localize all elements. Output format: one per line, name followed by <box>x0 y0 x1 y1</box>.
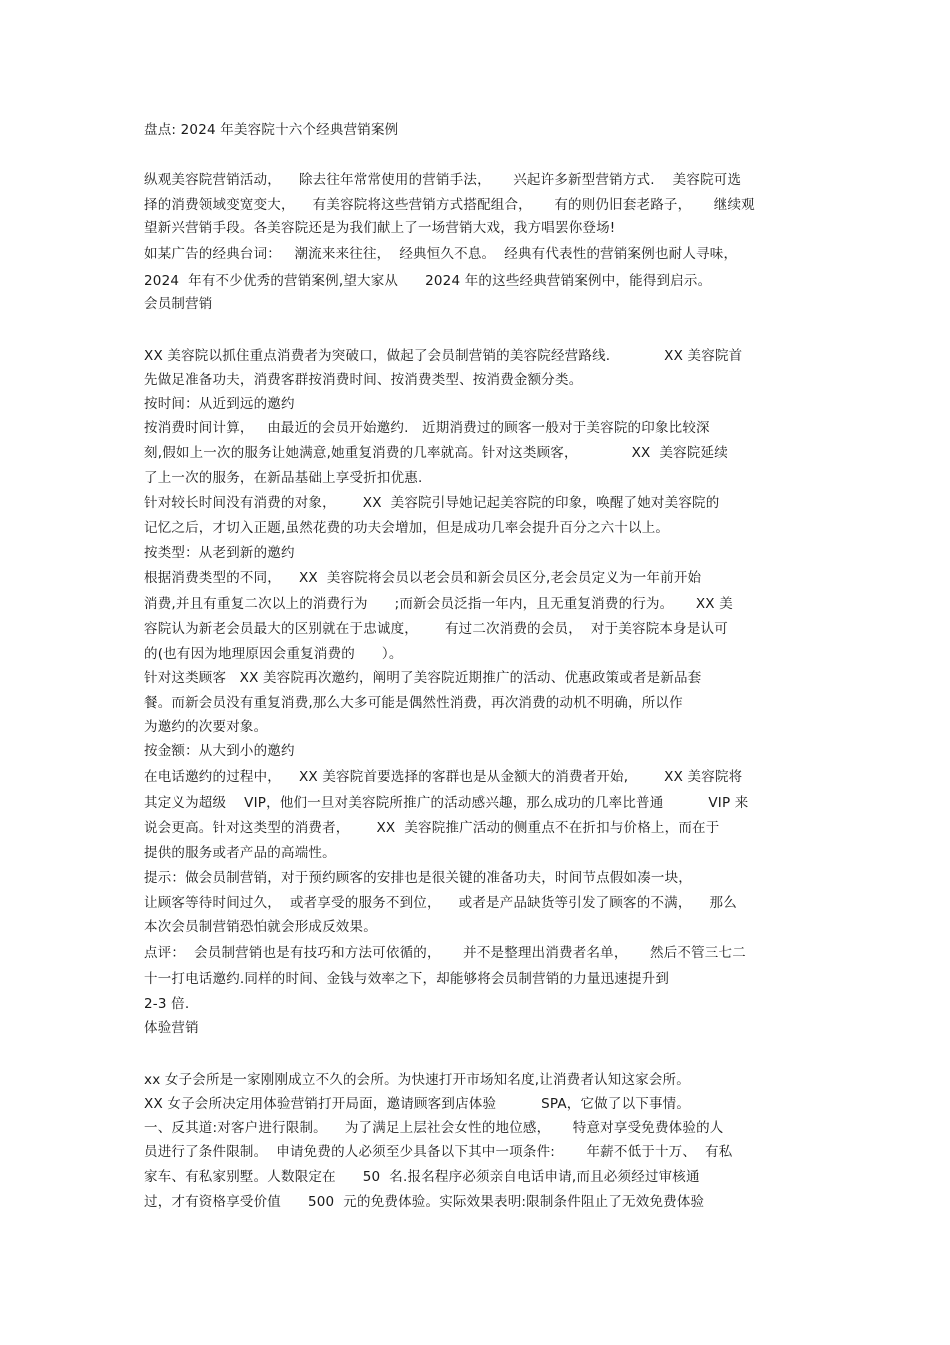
paragraph-line: 餐。而新会员没有重复消费,那么大多可能是偶然性消费，再次消费的动机不明确，所以作 <box>144 695 683 711</box>
paragraph-line: 家车、有私家别墅。人数限定在 50 名.报名程序必须亲自电话申请,而且必须经过审核通 <box>144 1169 700 1185</box>
paragraph-line: 在电话邀约的过程中， XX 美容院首要选择的客群也是从金额大的消费者开始, XX 美容院将 <box>144 769 743 785</box>
paragraph-line: 先做足准备功夫，消费客群按消费时间、按消费类型、按消费金额分类。 <box>144 372 583 388</box>
paragraph-line: 针对较长时间没有消费的对象， XX 美容院引导她记起美容院的印象，唤醒了她对美容院的 <box>144 495 720 511</box>
paragraph-line: 其定义为超级 VIP，他们一旦对美容院所推广的活动感兴趣，那么成功的几率比普通 VIP 来 <box>144 795 749 811</box>
subheading: 按金额：从大到小的邀约 <box>144 743 295 759</box>
paragraph-line: 2024 年有不少优秀的营销案例,望大家从 2024 年的这些经典营销案例中，能得到启示。 <box>144 273 712 289</box>
paragraph-line: 过，才有资格享受价值 500 元的免费体验。实际效果表明:限制条件阻止了无效免费体验 <box>144 1194 705 1210</box>
subheading: 按类型：从老到新的邀约 <box>144 545 295 561</box>
paragraph-line: 如某广告的经典台词： 潮流来来往往， 经典恒久不息。 经典有代表性的营销案例也耐人寻味， <box>144 246 738 262</box>
paragraph-line: 按消费时间计算， 由最近的会员开始邀约. 近期消费过的顾客一般对于美容院的印象比较深 <box>144 420 710 436</box>
paragraph-line: xx 女子会所是一家刚刚成立不久的会所。为快速打开市场知名度,让消费者认知这家会所。 <box>144 1072 690 1088</box>
paragraph-line: 提示：做会员制营销，对于预约顾客的安排也是很关键的准备功夫，时间节点假如凑一块， <box>144 870 692 886</box>
subheading: 按时间：从近到远的邀约 <box>144 396 295 412</box>
paragraph-line: 了上一次的服务，在新品基础上享受折扣优惠. <box>144 470 423 486</box>
paragraph-line: 刻,假如上一次的服务让她满意,她重复消费的几率就高。针对这类顾客， XX 美容院延续 <box>144 445 728 461</box>
paragraph-line: 本次会员制营销恐怕就会形成反效果。 <box>144 919 377 935</box>
paragraph-line: 根据消费类型的不同， XX 美容院将会员以老会员和新会员区分,老会员定义为一年前开始 <box>144 570 702 586</box>
paragraph-line: 为邀约的次要对象。 <box>144 719 268 735</box>
paragraph-line: 提供的服务或者产品的高端性。 <box>144 845 336 861</box>
paragraph-line: 说会更高。针对这类型的消费者， XX 美容院推广活动的侧重点不在折扣与价格上，而在于 <box>144 820 720 836</box>
paragraph-line: XX 女子会所决定用体验营销打开局面，邀请顾客到店体验 SPA，它做了以下事情。 <box>144 1096 691 1112</box>
paragraph-line: 容院认为新老会员最大的区别就在于忠诚度， 有过二次消费的会员， 对于美容院本身是认可 <box>144 621 728 637</box>
section-heading: 会员制营销 <box>144 296 213 312</box>
paragraph-line: 十一打电话邀约.同样的时间、金钱与效率之下，却能够将会员制营销的力量迅速提升到 <box>144 971 670 987</box>
paragraph-line: 消费,并且有重复二次以上的消费行为 ;而新会员泛指一年内，且无重复消费的行为。 XX 美 <box>144 596 733 612</box>
paragraph-line: 望新兴营销手段。各美容院还是为我们献上了一场营销大戏，我方唱罢你登场! <box>144 220 616 236</box>
paragraph-line: 员进行了条件限制。 申请免费的人必须至少具备以下其中一项条件: 年薪不低于十万、 有私 <box>144 1144 733 1160</box>
paragraph-line: 2-3 倍. <box>144 996 190 1012</box>
document-title: 盘点: 2024 年美容院十六个经典营销案例 <box>144 122 399 138</box>
paragraph-line: 择的消费领域变宽变大， 有美容院将这些营销方式搭配组合， 有的则仍旧套老路子， 继续观 <box>144 197 755 213</box>
paragraph-line: 点评： 会员制营销也是有技巧和方法可依循的， 并不是整理出消费者名单， 然后不管三七二 <box>144 945 746 961</box>
paragraph-line: 纵观美容院营销活动， 除去往年常常使用的营销手法， 兴起许多新型营销方式. 美容院可选 <box>144 172 742 188</box>
paragraph-line: XX 美容院以抓住重点消费者为突破口，做起了会员制营销的美容院经营路线. XX 美容院首 <box>144 348 743 364</box>
paragraph-line: 的(也有因为地理原因会重复消费的 ）。 <box>144 646 403 662</box>
section-heading: 体验营销 <box>144 1020 199 1036</box>
paragraph-line: 让顾客等待时间过久， 或者享受的服务不到位， 或者是产品缺货等引发了顾客的不满， 那么 <box>144 895 737 911</box>
paragraph-line: 针对这类顾客 XX 美容院再次邀约，阐明了美容院近期推广的活动、优惠政策或者是新品套 <box>144 670 702 686</box>
paragraph-line: 记忆之后，才切入正题,虽然花费的功夫会增加，但是成功几率会提升百分之六十以上。 <box>144 520 670 536</box>
paragraph-line: 一、反其道:对客户进行限制。 为了满足上层社会女性的地位感， 特意对享受免费体验的人 <box>144 1120 724 1136</box>
